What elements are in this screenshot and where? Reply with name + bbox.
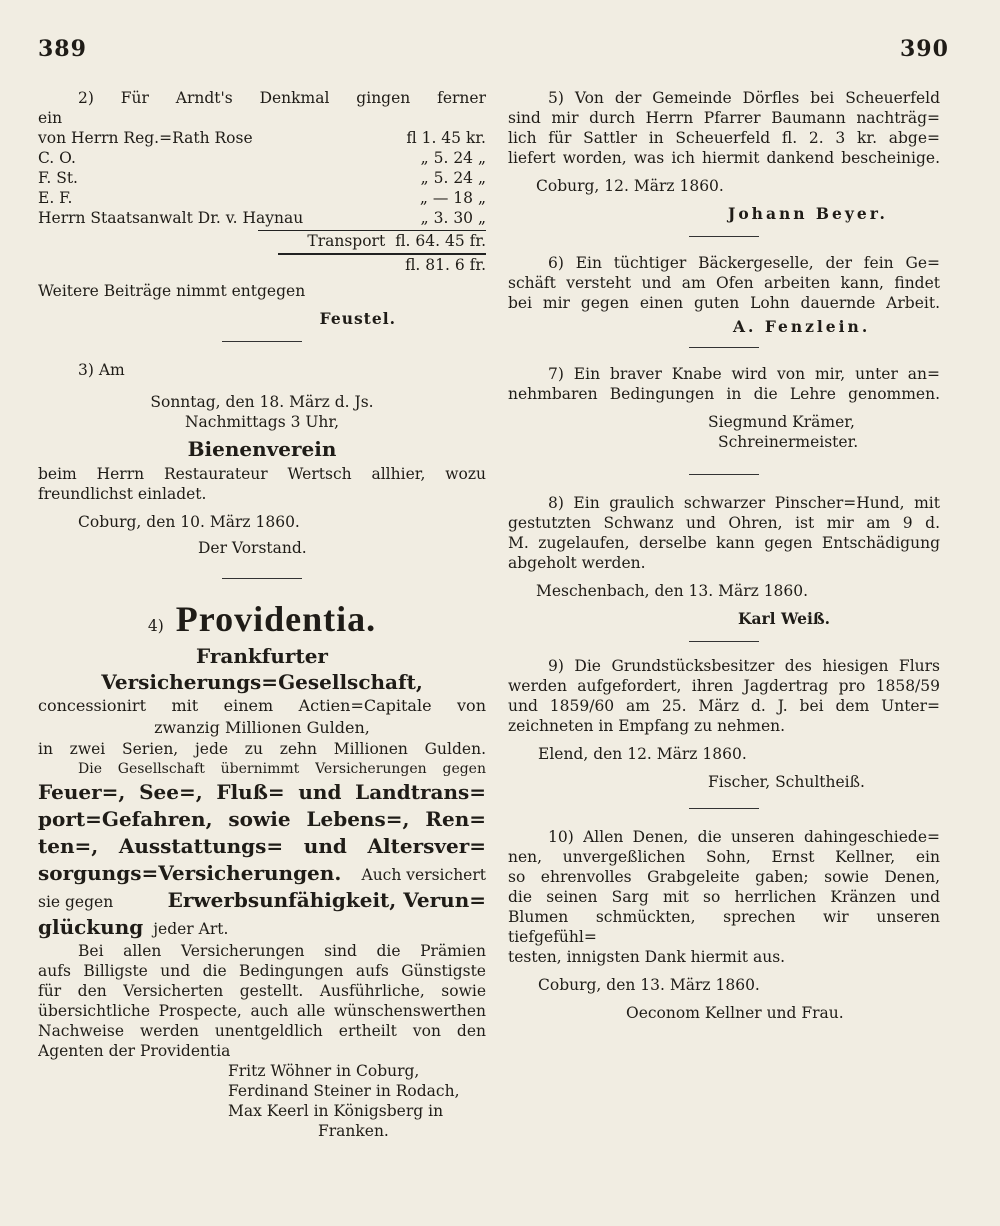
notice-10-place-date: Coburg, den 13. März 1860.	[538, 976, 760, 994]
donation-total: fl. 81. 6 fr.	[278, 253, 486, 275]
notice-3-line: beim Herrn Restaurateur Wertsch allhier, wozu	[38, 465, 486, 483]
providentia-agent: Fritz Wöhner in Coburg,	[228, 1062, 420, 1080]
divider	[689, 347, 759, 348]
notice-7-line: 7) Ein braver Knabe wird von mir, unter an=	[548, 365, 940, 383]
providentia-body: für den Versicherten gestellt. Ausführliche, sowie	[38, 982, 486, 1000]
page-number-right: 390	[900, 36, 949, 62]
notice-10-line: Blumen schmückten, sprechen wir unseren tiefgefühl=	[508, 908, 940, 946]
notice-2-arndt-memorial	[38, 88, 486, 329]
notice-6-signature: A. Fenzlein.	[733, 317, 871, 336]
divider	[689, 808, 759, 809]
notice-3-heading: Bienenverein	[187, 437, 337, 461]
notice-5-place-date: Coburg, 12. März 1860.	[536, 177, 724, 195]
notice-2-more: Weitere Beiträge nimmt entgegen	[38, 282, 306, 300]
notice-2-intro-cont: ein	[38, 109, 63, 127]
divider	[222, 578, 302, 579]
notice-9-line: und 1859/60 am 25. März d. J. bei dem Unter=	[508, 697, 940, 715]
notice-10-signature: Oeconom Kellner und Frau.	[626, 1004, 844, 1022]
notice-8-place-date: Meschenbach, den 13. März 1860.	[536, 582, 809, 600]
providentia-body: Bei allen Versicherungen sind die Prämien	[78, 942, 486, 960]
notice-5-signature: Johann Beyer.	[728, 204, 888, 223]
notice-9-signature: Fischer, Schultheiß.	[708, 773, 865, 791]
providentia-insurance-types: sie gegen Erwerbsunfähigkeit, Verun=	[38, 888, 486, 912]
providentia-insurance-types: glückung jeder Art.	[38, 915, 229, 939]
notice-3-place-date: Coburg, den 10. März 1860.	[78, 513, 300, 531]
left-column	[38, 88, 486, 1141]
providentia-line: in zwei Serien, jede zu zehn Millionen Gulden.	[38, 740, 486, 758]
providentia-body: Agenten der Providentia	[38, 1042, 231, 1060]
notice-10-thanks	[508, 827, 940, 1023]
providentia-agent: Franken.	[318, 1122, 389, 1140]
providentia-line: Die Gesellschaft übernimmt Versicherungen gegen	[78, 761, 486, 777]
providentia-body: Nachweise werden unentgeldlich ertheilt von den	[38, 1022, 486, 1040]
donation-row: C. O. „ 5. 24 „	[38, 149, 486, 167]
providentia-line: zwanzig Millionen Gulden,	[154, 718, 370, 737]
providentia-insurance-types: ten=, Ausstattungs= und Altersver=	[38, 834, 486, 858]
divider	[222, 341, 302, 342]
notice-6-line: schäft versteht und am Ofen arbeiten kann, findet	[508, 274, 940, 292]
providentia-insurance-types: Feuer=, See=, Fluß= und Landtrans=	[38, 780, 486, 804]
providentia-title: Providentia.	[175, 599, 377, 639]
notice-4-number: 4)	[147, 617, 164, 635]
notice-9-line: zeichneten in Empfang zu nehmen.	[508, 717, 786, 735]
donation-row: Herrn Staatsanwalt Dr. v. Haynau „ 3. 30 „	[38, 209, 486, 227]
donation-row: F. St. „ 5. 24 „	[38, 169, 486, 187]
transport-label: Transport	[307, 232, 386, 250]
providentia-body: übersichtliche Prospecte, auch alle wünschenswerthen	[38, 1002, 486, 1020]
notice-9-line: 9) Die Grundstücksbesitzer des hiesigen Flurs	[548, 657, 940, 675]
providentia-agent: Ferdinand Steiner in Rodach,	[228, 1082, 460, 1100]
providentia-title-row	[38, 599, 486, 639]
transport-amount: fl. 64. 45 fr.	[395, 232, 486, 250]
providentia-body: aufs Billigste und die Bedingungen aufs Günstigste	[38, 962, 486, 980]
providentia-agent: Max Keerl in Königsberg in	[228, 1102, 444, 1120]
notice-8-dog	[508, 493, 940, 629]
notice-3-line: 3) Am	[78, 361, 125, 379]
notice-10-line: so ehrenvolles Grabgeleite gaben; sowie Denen,	[508, 868, 940, 886]
notice-7-signature-title: Schreinermeister.	[718, 433, 859, 451]
notice-8-line: gestutzten Schwanz und Ohren, ist mir am 9 d.	[508, 514, 940, 532]
notice-9-line: werden aufgefordert, ihren Jagdertrag pro 1858/59	[508, 677, 940, 695]
providentia-line: concessionirt mit einem Actien=Capitale von	[38, 696, 486, 715]
notice-5-donation	[508, 88, 940, 224]
divider	[689, 641, 759, 642]
notice-2-signature: Feustel.	[319, 309, 396, 328]
notice-9-place-date: Elend, den 12. März 1860.	[538, 745, 747, 763]
notice-3-bee-club	[38, 360, 486, 558]
providentia-insurance-types: port=Gefahren, sowie Lebens=, Ren=	[38, 807, 486, 831]
providentia-insurance-types: sorgungs=Versicherungen. Auch versichert	[38, 861, 486, 885]
notice-9-hunting	[508, 656, 940, 792]
notice-8-line: 8) Ein graulich schwarzer Pinscher=Hund, mit	[548, 494, 940, 512]
providentia-subtitle: Frankfurter Versicherungs=Gesellschaft,	[101, 644, 423, 694]
divider	[689, 474, 759, 475]
right-column	[508, 88, 940, 1023]
notice-3-date: Sonntag, den 18. März d. Js.	[150, 393, 374, 411]
donation-row: von Herrn Reg.=Rath Rose fl 1. 45 kr.	[38, 129, 486, 147]
notice-5-line: 5) Von der Gemeinde Dörfles bei Scheuerfeld	[548, 89, 940, 107]
notice-6-baker	[508, 253, 940, 337]
transport-row	[258, 230, 486, 251]
divider	[689, 236, 759, 237]
notice-8-line: M. zugelaufen, derselbe kann gegen Entschädigung	[508, 534, 940, 552]
donation-row: E. F. „ — 18 „	[38, 189, 486, 207]
notice-5-line: liefert worden, was ich hiermit dankend bescheinige.	[508, 149, 940, 167]
notice-10-line: testen, innigsten Dank hiermit aus.	[508, 948, 786, 966]
notice-3-signature: Der Vorstand.	[198, 539, 307, 557]
notice-8-signature: Karl Weiß.	[738, 609, 831, 628]
page-number-left: 389	[38, 36, 87, 62]
notice-7-apprentice	[508, 364, 940, 452]
notice-3-time: Nachmittags 3 Uhr,	[184, 413, 340, 431]
notice-7-line: nehmbaren Bedingungen in die Lehre genommen.	[508, 385, 940, 403]
notice-6-line: bei mir gegen einen guten Lohn dauernde Arbeit.	[508, 294, 940, 312]
notice-5-line: sind mir durch Herrn Pfarrer Baumann nachträg=	[508, 109, 940, 127]
notice-10-line: die seinen Sarg mit so herrlichen Kränzen und	[508, 888, 940, 906]
notice-10-line: 10) Allen Denen, die unseren dahingeschiede=	[548, 828, 940, 846]
notice-8-line: abgeholt werden.	[508, 554, 646, 572]
notice-5-line: lich für Sattler in Scheuerfeld fl. 2. 3 kr. abge=	[508, 129, 940, 147]
notice-3-line: freundlichst einladet.	[38, 485, 207, 503]
notice-6-line: 6) Ein tüchtiger Bäckergeselle, der fein Ge=	[548, 254, 940, 272]
notice-4-providentia-ad	[38, 599, 486, 1141]
notice-2-intro: 2) Für Arndt's Denkmal gingen ferner	[78, 89, 486, 107]
notice-10-line: nen, unvergeßlichen Sohn, Ernst Kellner, ein	[508, 848, 940, 866]
notice-7-signature: Siegmund Krämer,	[708, 413, 855, 431]
